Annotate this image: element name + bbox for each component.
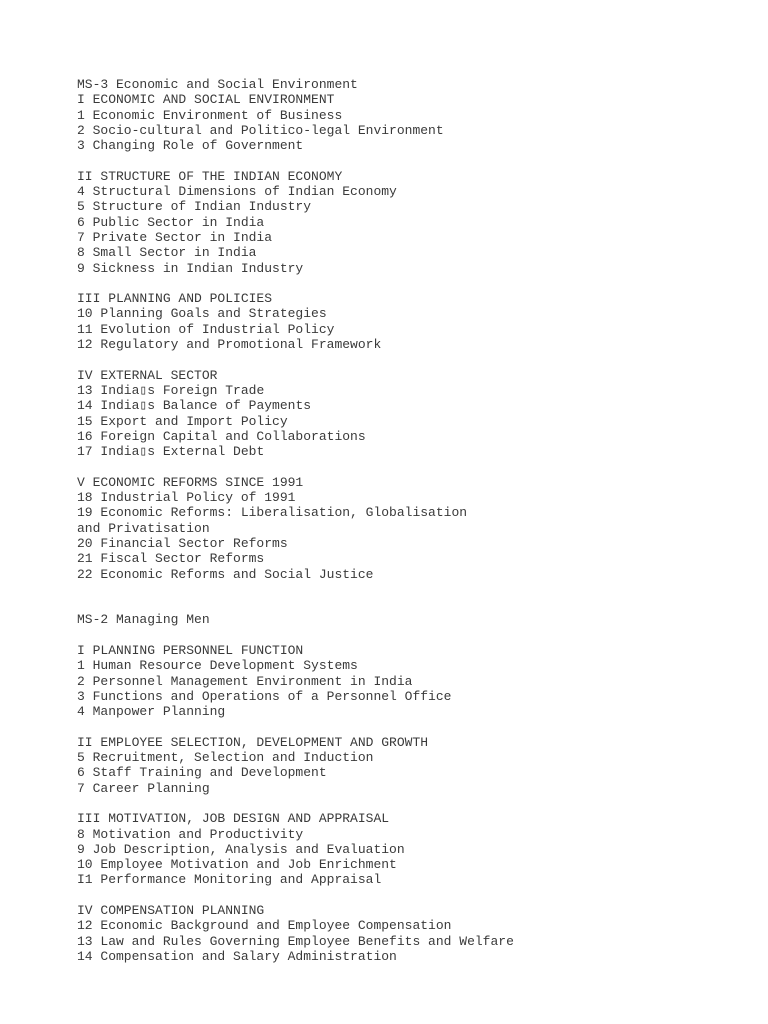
document-text: [77, 77, 737, 964]
unit-line: 13 Law and Rules Governing Employee Benefits and Welfare: [77, 933, 514, 949]
unit-line: 8 Motivation and Productivity: [77, 826, 304, 842]
section-compensation-planning: [77, 903, 737, 964]
unit-line: 9 Job Description, Analysis and Evaluation: [77, 841, 405, 857]
unit-line: 6 Public Sector in India: [77, 214, 265, 230]
unit-line: 19 Economic Reforms: Liberalisation, Globalisation: [77, 505, 468, 521]
unit-line: 12 Regulatory and Promotional Framework: [77, 337, 382, 353]
block-heading: V ECONOMIC REFORMS SINCE 1991: [77, 474, 304, 490]
block-heading: II STRUCTURE OF THE INDIAN ECONOMY: [77, 168, 343, 184]
section-ms2-intro: [77, 612, 737, 627]
section-motivation-appraisal: [77, 811, 737, 887]
section-external-sector: [77, 368, 737, 460]
unit-line: 4 Manpower Planning: [77, 704, 226, 720]
unit-line: 10 Employee Motivation and Job Enrichment: [77, 857, 397, 873]
unit-line: 9 Sickness in Indian Industry: [77, 260, 304, 276]
unit-line: 14 India▯s Balance of Payments: [77, 398, 312, 414]
section-planning-personnel: [77, 643, 737, 719]
section-employee-selection: [77, 735, 737, 796]
section-economic-reforms: [77, 475, 737, 582]
unit-line: 17 India▯s External Debt: [77, 444, 265, 460]
block-heading: II EMPLOYEE SELECTION, DEVELOPMENT AND GROWTH: [77, 734, 429, 750]
unit-line: 10 Planning Goals and Strategies: [77, 306, 327, 322]
unit-line: 8 Small Sector in India: [77, 245, 257, 261]
unit-line: 11 Evolution of Industrial Policy: [77, 321, 335, 337]
blank-lines: [77, 582, 737, 613]
unit-line: 22 Economic Reforms and Social Justice: [77, 566, 374, 582]
unit-line: 2 Socio-cultural and Politico-legal Environment: [77, 122, 444, 138]
block-heading: I ECONOMIC AND SOCIAL ENVIRONMENT: [77, 92, 335, 108]
unit-line: 18 Industrial Policy of 1991: [77, 490, 296, 506]
unit-line: 1 Economic Environment of Business: [77, 107, 343, 123]
unit-line: 6 Staff Training and Development: [77, 765, 327, 781]
unit-line: 7 Career Planning: [77, 780, 210, 796]
course-title: MS-3 Economic and Social Environment: [77, 77, 358, 92]
block-heading: I PLANNING PERSONNEL FUNCTION: [77, 642, 304, 658]
section-ms3-intro: [77, 77, 737, 153]
unit-line: 2 Personnel Management Environment in India: [77, 673, 413, 689]
block-heading: IV EXTERNAL SECTOR: [77, 367, 218, 383]
block-heading: IV COMPENSATION PLANNING: [77, 903, 265, 919]
unit-line: 14 Compensation and Salary Administration: [77, 948, 397, 964]
section-planning-policies: [77, 291, 737, 352]
course-title: MS-2 Managing Men: [77, 612, 210, 628]
unit-line: 5 Recruitment, Selection and Induction: [77, 750, 374, 766]
blank-line: [77, 796, 737, 811]
unit-line: 21 Fiscal Sector Reforms: [77, 551, 265, 567]
block-heading: III PLANNING AND POLICIES: [77, 291, 273, 307]
blank-line: [77, 352, 737, 367]
unit-line: 13 India▯s Foreign Trade: [77, 382, 265, 398]
unit-line: 12 Economic Background and Employee Compensation: [77, 918, 452, 934]
unit-line: 20 Financial Sector Reforms: [77, 535, 288, 551]
blank-line: [77, 459, 737, 474]
unit-line: 3 Changing Role of Government: [77, 138, 304, 154]
unit-line: 1 Human Resource Development Systems: [77, 658, 358, 674]
unit-line: 4 Structural Dimensions of Indian Economy: [77, 184, 397, 200]
unit-line: 3 Functions and Operations of a Personnel Office: [77, 688, 452, 704]
unit-line: I1 Performance Monitoring and Appraisal: [77, 872, 382, 888]
block-heading: III MOTIVATION, JOB DESIGN AND APPRAISAL: [77, 811, 390, 827]
blank-line: [77, 888, 737, 903]
unit-line: 16 Foreign Capital and Collaborations: [77, 428, 366, 444]
unit-line: 15 Export and Import Policy: [77, 413, 288, 429]
blank-line: [77, 153, 737, 168]
blank-line: [77, 719, 737, 734]
section-structure-indian-economy: [77, 169, 737, 276]
blank-line: [77, 628, 737, 643]
unit-line-continuation: and Privatisation: [77, 520, 210, 536]
blank-line: [77, 276, 737, 291]
unit-line: 7 Private Sector in India: [77, 229, 273, 245]
unit-line: 5 Structure of Indian Industry: [77, 199, 312, 215]
